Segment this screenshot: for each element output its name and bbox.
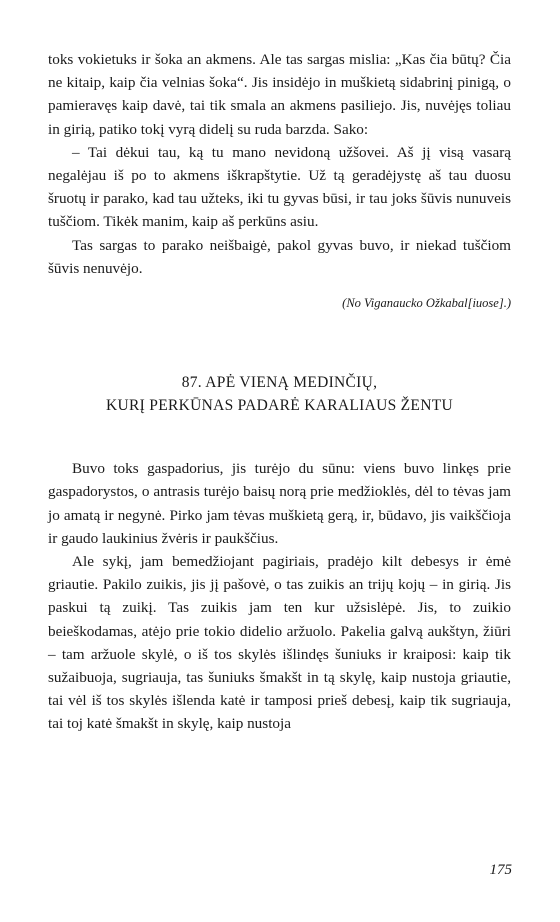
page-number: 175 — [489, 862, 512, 878]
story-title-line: 87. APĖ VIENĄ MEDINČIŲ, — [181, 374, 378, 392]
paragraph: Ale sykį, jam bemedžiojant pagiriais, pradėjo kilt debesys ir ėmė griautie. Pakilo zuikis, jis jį pašovė, o tas zuikis an trijų kojų – in girią. Jis paskui tą zuikį. Tas zuikis jam ten kur užsislėpė. Jis, to zuikio beieškodamas, atėjo prie tokio didelio aržuolo. Pakelia galvą aukštyn, žiūri – tam aržuole skylė, o iš tos skylės išlindęs šuniuks ir kraiposi: kaip tik sužaibuoja, sugriauja, tas šuniuks šmakšt in tą skylę, kaip nustoja griautie, tai vėl iš tos skylės išlenda katė ir tamposi prieš debesį, kaip tik sugriauja, tai toj katė šmakšt in skylę, kaip nustoja — [48, 553, 511, 733]
paragraph: toks vokietuks ir šoka an akmens. Ale tas sargas mislia: „Kas čia būtų? Čia ne kitaip, kaip čia velnias šoka“. Jis insidėjo in muškietą sidabrinį pinigą, o pamieravęs kaip davė, tai tik smala an akmens pasiliejo. Jis, nuvėjęs toliau in girią, patiko tokį vyrą didelį su ruda barzda. Sako: — [48, 51, 511, 138]
story-title — [48, 371, 511, 417]
source-attribution: (No Viganaucko Ožkabal[iuose].) — [342, 296, 511, 311]
dialogue-paragraph: – Tai dėkui tau, ką tu mano nevidoną užšovei. Aš jį visą vasarą negalėjau iš po to akmens iškrapštytie. Už tą geradėjystę aš tau duosu šruotų ir parako, kad tau užteks, iki tu gyvas būsi, ir tau joks šūvis nunuveis tuščiom. Tikėk manim, kaip aš perkūns asiu. — [48, 143, 511, 231]
paragraph: Buvo toks gaspadorius, jis turėjo du sūnu: viens buvo linkęs prie gaspadorystos, o antrasis turėjo baisų norą prie medžioklės, dėl to tėvas jam jo amatą ir negynė. Pirko jam tėvas muškietą gerą, ir, būdavo, jis vaikščioja ir gaudo laukinius žvėris ir paukščius. — [48, 460, 511, 547]
page-text — [48, 48, 511, 736]
story-title-line: KURĮ PERKŪNAS PADARĖ KARALIAUS ŽENTU — [106, 397, 453, 415]
paragraph: Tas sargas to parako neišbaigė, pakol gyvas buvo, ir niekad tuščiom šūvis nenuvėjo. — [48, 236, 511, 277]
